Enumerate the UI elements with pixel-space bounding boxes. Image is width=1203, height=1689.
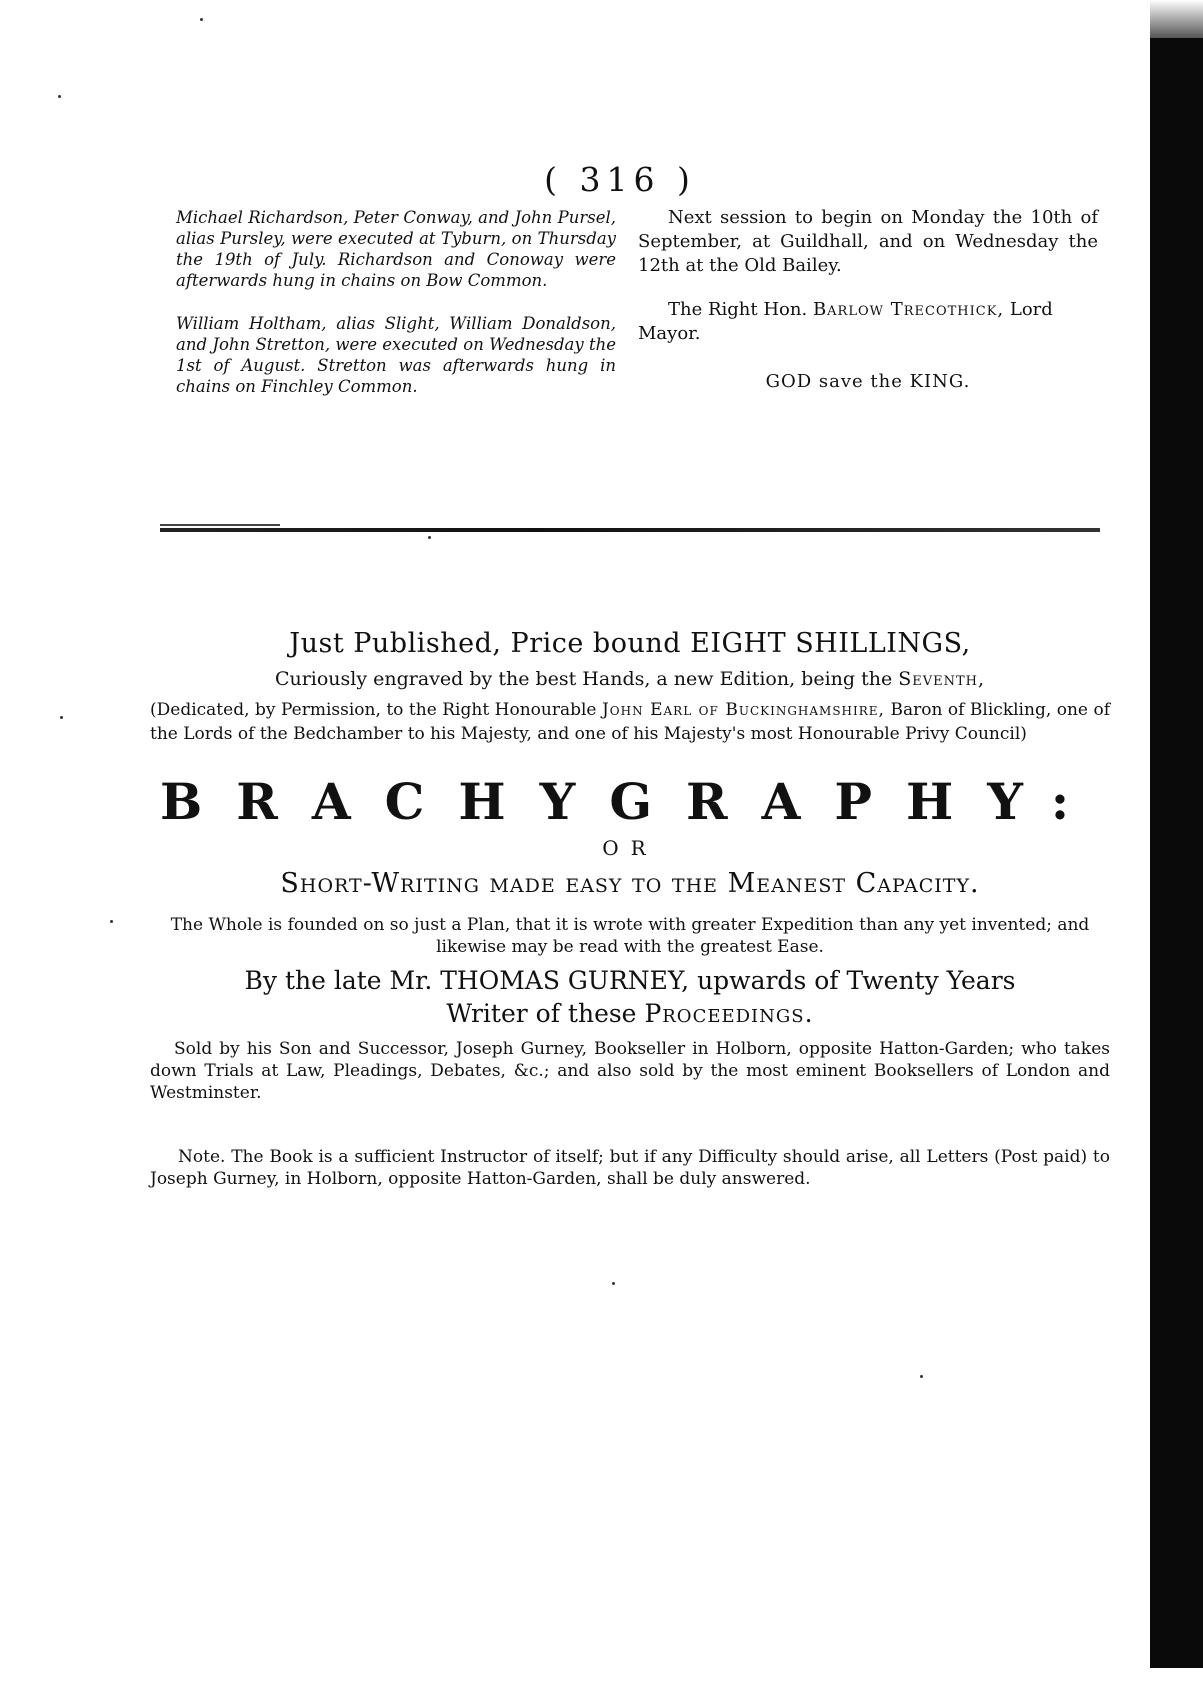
binding-edge — [1150, 38, 1203, 1668]
page-number: ( 316 ) — [544, 160, 696, 199]
print-speck — [58, 95, 61, 98]
advert-dedication — [150, 698, 1110, 746]
god-save-the-king: GOD save the KING. — [765, 371, 971, 392]
dedication-prefix: (Dedicated, by Permission, to the Right Honourable — [150, 700, 597, 720]
execution-paragraph: Michael Richardson, Peter Conway, and John Pursel, alias Pursley, were executed at Tyburn, on Thursday the 19th of July. Richardson and Conoway were afterwards hung in chains on Bow Common. — [176, 208, 616, 290]
advert-edition-line — [150, 668, 1110, 690]
book-title: BRACHYGRAPHY: — [160, 772, 1104, 831]
print-speck — [110, 920, 113, 923]
author-line-prefix: Writer of these — [446, 999, 637, 1028]
print-speck — [920, 1375, 923, 1378]
print-speck — [612, 1282, 615, 1285]
edition-prefix: Curiously engraved by the best Hands, a new Edition, being the — [274, 668, 893, 690]
lord-mayor-line — [638, 298, 1098, 346]
dedication-name: John Earl of Buckinghamshire, — [601, 700, 885, 720]
bookseller-notice: Sold by his Son and Successor, Joseph Gurney, Bookseller in Holborn, opposite Hatton-Garden; who takes down Trials at Law, Pleadings, Debates, &c.; and also sold by the most eminent Booksellers of London and Westminster. — [150, 1039, 1110, 1103]
author-line-proceedings: Proceedings. — [644, 999, 814, 1028]
advert-headline: Just Published, Price bound EIGHT SHILLINGS, — [289, 628, 971, 659]
section-divider — [160, 528, 1100, 532]
mayor-prefix: The Right Hon. — [668, 299, 808, 320]
mayor-name: Barlow Trecothick, — [812, 299, 1005, 320]
print-speck — [200, 18, 203, 21]
dedication-rest: Baron of Blickling, one of the Lords of the Bedchamber to his Majesty, and one of his Majesty's most Honourable Privy Council) — [150, 700, 1110, 744]
book-subtitle: Short-Writing made easy to the Meanest Capacity. — [280, 868, 980, 899]
book-description: The Whole is founded on so just a Plan, that it is wrote with greater Expedition than any yet invented; and likewise may be read with the greatest Ease. — [170, 915, 1090, 957]
left-column — [176, 207, 616, 419]
mayor-title: Lord Mayor. — [638, 299, 1053, 344]
author-line: By the late Mr. THOMAS GURNEY, upwards of Twenty Years — [244, 966, 1016, 995]
divider-accent — [160, 524, 280, 526]
title-or: OR — [602, 836, 658, 860]
right-column — [638, 206, 1098, 394]
book-author — [150, 964, 1110, 1030]
binding-edge-shadow — [1150, 0, 1203, 38]
print-speck — [60, 716, 63, 719]
execution-paragraph: William Holtham, alias Slight, William Donaldson, and John Stretton, were executed on Wednesday the 1st of August. Stretton was afterwards hung in chains on Finchley Common. — [176, 314, 616, 396]
instruction-note: Note. The Book is a sufficient Instructor of itself; but if any Difficulty should arise, all Letters (Post paid) to Joseph Gurney, in Holborn, opposite Hatton-Garden, shall be duly answered. — [150, 1147, 1110, 1189]
edition-number: Seventh, — [898, 668, 986, 690]
next-session-notice: Next session to begin on Monday the 10th of September, at Guildhall, and on Wednesday the 12th at the Old Bailey. — [638, 207, 1098, 276]
author-line-2 — [150, 997, 1110, 1030]
print-speck — [428, 536, 431, 539]
